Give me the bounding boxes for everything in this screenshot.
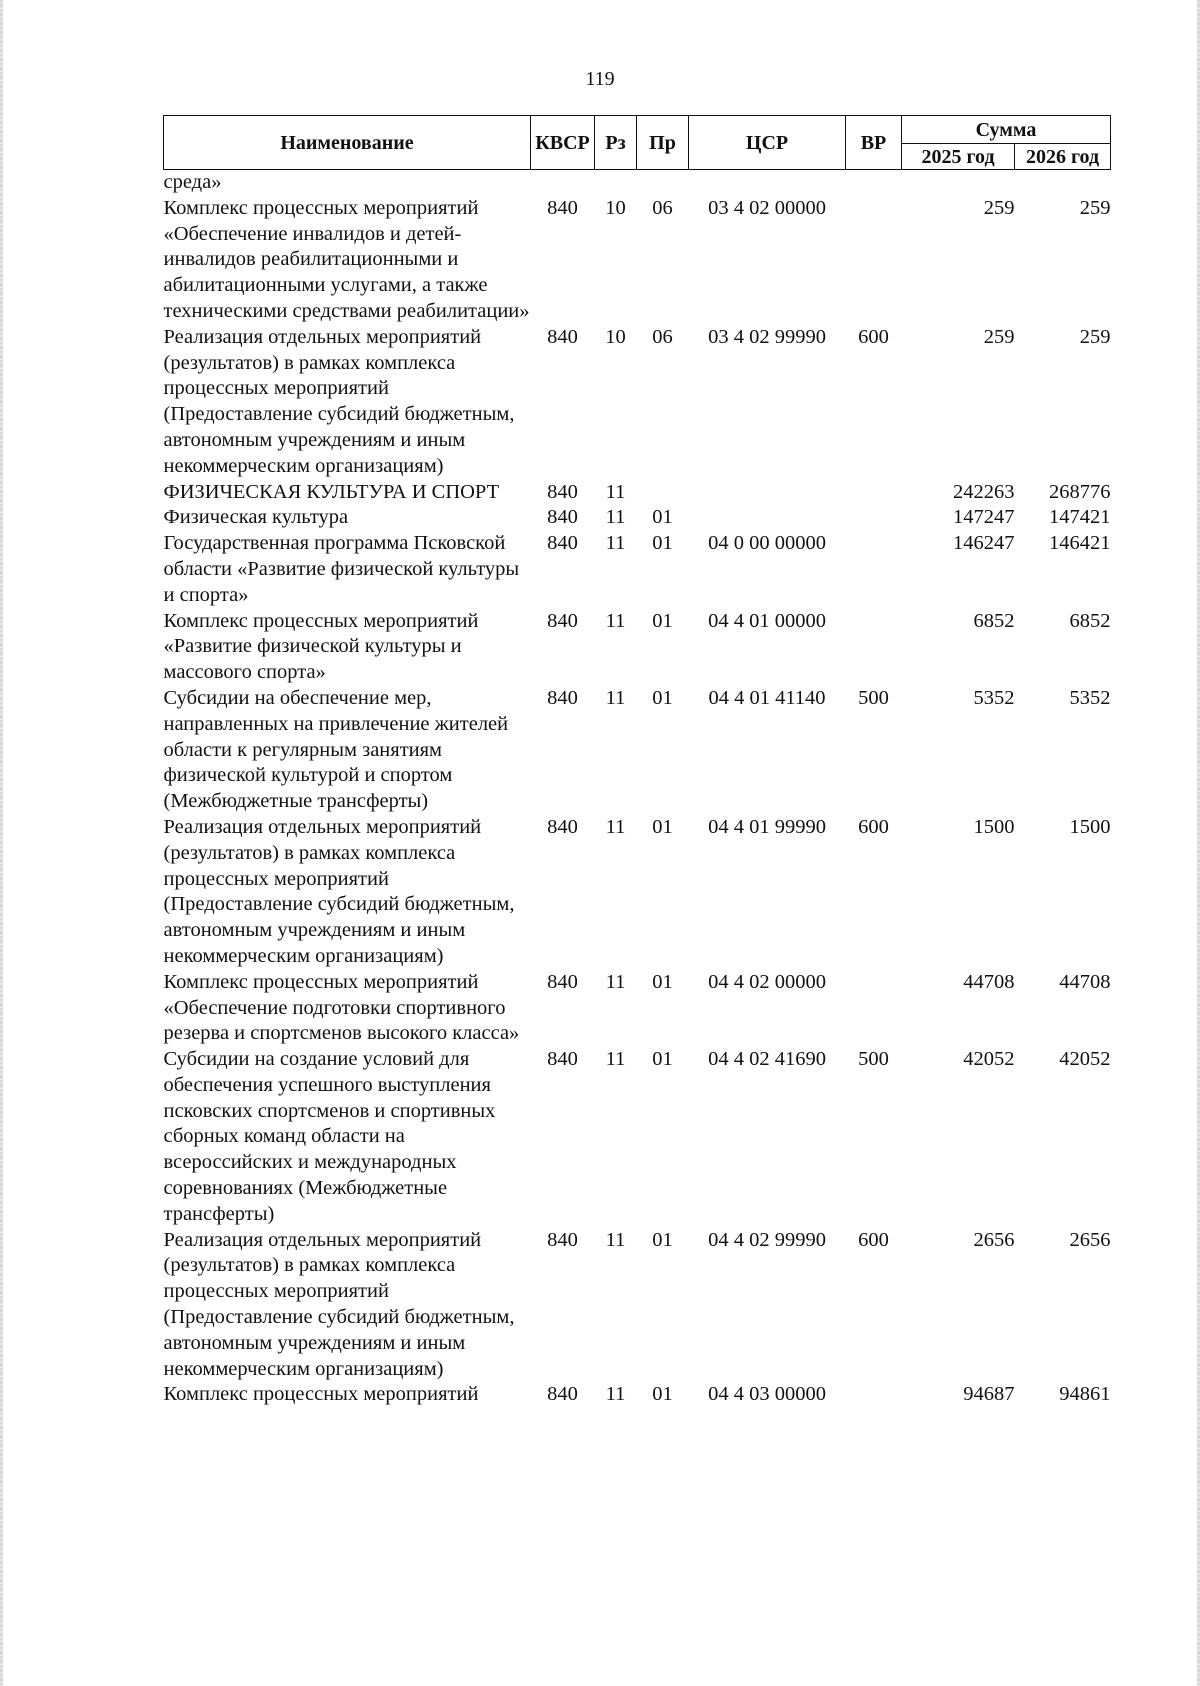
cell-pr: 06 — [652, 196, 673, 219]
cell-name: ФИЗИЧЕСКАЯ КУЛЬТУРА И СПОРТ — [163, 480, 500, 503]
cell-pr: 01 — [652, 532, 673, 555]
cell-sum-2026: 1500 — [1069, 815, 1111, 838]
cell-kvsr: 840 — [547, 1383, 578, 1406]
cell-vr — [846, 1382, 902, 1408]
table-row — [164, 1382, 1111, 1408]
table-row — [164, 1228, 1111, 1383]
cell-vr — [846, 609, 902, 686]
table-row — [164, 325, 1111, 480]
cell-pr: 01 — [652, 506, 673, 529]
header-rz: Рз — [595, 116, 637, 170]
cell-kvsr: 840 — [547, 506, 578, 529]
header-kvsr: КВСР — [531, 116, 595, 170]
cell-sum-2025: 6852 — [973, 609, 1015, 632]
budget-table — [163, 115, 1111, 1408]
cell-sum-2026: 6852 — [1069, 609, 1111, 632]
cell-vr — [846, 480, 902, 506]
header-year-2025: 2025 год — [902, 144, 1015, 170]
cell-name: Физическая культура — [163, 506, 349, 529]
cell-sum-2025: 259 — [983, 196, 1015, 219]
cell-pr: 01 — [652, 686, 673, 709]
cell-csr — [689, 170, 846, 196]
cell-rz: 10 — [605, 196, 626, 219]
cell-sum-2025 — [902, 170, 1015, 196]
cell-pr: 06 — [652, 325, 673, 348]
cell-sum-2025: 42052 — [963, 1048, 1015, 1071]
page-number: 119 — [585, 68, 615, 90]
cell-name: Субсидии на обеспечение мер, направленных на привлечение жителей области к регулярным занятиям физической культурой и спортом (Межбюджетные трансферты) — [163, 686, 509, 813]
cell-sum-2026: 259 — [1079, 325, 1111, 348]
cell-vr — [846, 196, 902, 325]
table-row — [164, 480, 1111, 506]
cell-sum-2026: 147421 — [1049, 506, 1111, 529]
table-row — [164, 170, 1111, 196]
header-csr: ЦСР — [689, 116, 846, 170]
cell-rz: 11 — [605, 815, 626, 838]
cell-kvsr: 840 — [547, 532, 578, 555]
cell-csr: 04 0 00 00000 — [708, 532, 826, 555]
cell-csr — [689, 505, 846, 531]
cell-sum-2025: 147247 — [953, 506, 1015, 529]
scan-edge-left — [0, 0, 3, 1686]
cell-pr — [637, 170, 689, 196]
cell-sum-2025: 146247 — [953, 532, 1015, 555]
cell-kvsr: 840 — [547, 815, 578, 838]
header-vr: ВР — [846, 116, 902, 170]
cell-rz: 11 — [605, 1383, 626, 1406]
cell-rz: 11 — [605, 532, 626, 555]
cell-name: Государственная программа Псковской области «Развитие физической культуры и спорта» — [163, 532, 520, 606]
cell-sum-2025: 94687 — [963, 1383, 1015, 1406]
cell-name: Субсидии на создание условий для обеспечения успешного выступления псковских спортсменов и спортивных сборных команд области на всероссийских и международных соревнованиях (Межбюджетные трансферты) — [163, 1048, 496, 1225]
cell-sum-2026 — [1015, 170, 1111, 196]
cell-kvsr: 840 — [547, 686, 578, 709]
cell-vr: 600 — [858, 815, 889, 838]
cell-kvsr: 840 — [547, 325, 578, 348]
table-row — [164, 970, 1111, 1047]
cell-name: Комплекс процессных мероприятий «Обеспечение инвалидов и детей-инвалидов реабилитационными и абилитационными услугами, а также техническими средствами реабилитации» — [163, 196, 530, 322]
cell-pr: 01 — [652, 970, 673, 993]
cell-csr: 03 4 02 99990 — [708, 325, 826, 348]
cell-kvsr: 840 — [547, 970, 578, 993]
cell-kvsr: 840 — [547, 1228, 578, 1251]
cell-sum-2025: 2656 — [973, 1228, 1015, 1251]
table-row — [164, 196, 1111, 325]
cell-kvsr: 840 — [547, 196, 578, 219]
cell-name: Комплекс процессных мероприятий «Развитие физической культуры и массового спорта» — [163, 609, 479, 684]
cell-name: Комплекс процессных мероприятий — [163, 1383, 479, 1406]
cell-csr: 04 4 02 99990 — [708, 1228, 826, 1251]
cell-vr — [846, 970, 902, 1047]
table-row — [164, 531, 1111, 608]
cell-csr — [689, 480, 846, 506]
cell-csr: 04 4 01 99990 — [708, 815, 826, 838]
cell-pr: 01 — [652, 1048, 673, 1071]
cell-csr: 04 4 01 00000 — [708, 609, 826, 632]
cell-vr — [846, 505, 902, 531]
cell-vr: 600 — [858, 325, 889, 348]
cell-name: Реализация отдельных мероприятий (результатов) в рамках комплекса процессных мероприятий (Предоставление субсидий бюджетным, автономным учреждениям и иным некоммерческим организациям) — [163, 325, 515, 477]
cell-name: Комплекс процессных мероприятий «Обеспечение подготовки спортивного резерва и спортсменов высокого класса» — [163, 970, 520, 1045]
cell-csr: 03 4 02 00000 — [708, 196, 826, 219]
cell-pr: 01 — [652, 1383, 673, 1406]
cell-name: Реализация отдельных мероприятий (результатов) в рамках комплекса процессных мероприятий (Предоставление субсидий бюджетным, автономным учреждениям и иным некоммерческим организациям) — [163, 1228, 515, 1380]
table-row — [164, 1047, 1111, 1228]
table-body — [164, 170, 1111, 1409]
cell-kvsr: 840 — [547, 480, 578, 503]
cell-sum-2026: 42052 — [1059, 1048, 1111, 1071]
cell-rz: 11 — [605, 970, 626, 993]
cell-pr — [637, 480, 689, 506]
cell-csr: 04 4 02 00000 — [708, 970, 826, 993]
cell-sum-2026: 259 — [1079, 196, 1111, 219]
cell-vr: 500 — [858, 686, 889, 709]
cell-sum-2025: 242263 — [953, 480, 1015, 503]
cell-sum-2026: 94861 — [1059, 1383, 1111, 1406]
header-year-2026: 2026 год — [1015, 144, 1111, 170]
cell-csr: 04 4 01 41140 — [708, 686, 826, 709]
cell-vr: 500 — [858, 1048, 889, 1071]
cell-rz: 11 — [605, 480, 626, 503]
table-row — [164, 686, 1111, 815]
cell-name: Реализация отдельных мероприятий (результатов) в рамках комплекса процессных мероприятий (Предоставление субсидий бюджетным, автономным учреждениям и иным некоммерческим организациям) — [163, 815, 515, 967]
cell-sum-2026: 2656 — [1069, 1228, 1111, 1251]
cell-kvsr: 840 — [547, 609, 578, 632]
header-name: Наименование — [164, 116, 531, 170]
cell-vr — [846, 170, 902, 196]
table-row — [164, 815, 1111, 970]
cell-rz — [595, 170, 637, 196]
cell-rz: 11 — [605, 1228, 626, 1251]
cell-rz: 11 — [605, 609, 626, 632]
cell-rz: 11 — [605, 686, 626, 709]
cell-name: среда» — [163, 171, 222, 193]
cell-kvsr — [531, 170, 595, 196]
cell-kvsr: 840 — [547, 1048, 578, 1071]
cell-sum-2025: 5352 — [973, 686, 1015, 709]
table-row — [164, 505, 1111, 531]
cell-rz: 11 — [605, 506, 626, 529]
cell-vr: 600 — [858, 1228, 889, 1251]
cell-pr: 01 — [652, 1228, 673, 1251]
table-header — [164, 116, 1111, 170]
header-sum: Сумма — [902, 116, 1111, 144]
cell-rz: 11 — [605, 1048, 626, 1071]
cell-sum-2026: 146421 — [1049, 532, 1111, 555]
cell-sum-2025: 259 — [983, 325, 1015, 348]
header-pr: Пр — [637, 116, 689, 170]
cell-csr: 04 4 03 00000 — [708, 1383, 826, 1406]
cell-pr: 01 — [652, 815, 673, 838]
cell-sum-2026: 268776 — [1049, 480, 1111, 503]
cell-csr: 04 4 02 41690 — [708, 1048, 826, 1071]
cell-pr: 01 — [652, 609, 673, 632]
cell-rz: 10 — [605, 325, 626, 348]
cell-sum-2025: 44708 — [963, 970, 1015, 993]
cell-vr — [846, 531, 902, 608]
cell-sum-2026: 44708 — [1059, 970, 1111, 993]
cell-sum-2026: 5352 — [1069, 686, 1111, 709]
cell-sum-2025: 1500 — [973, 815, 1015, 838]
table-row — [164, 609, 1111, 686]
